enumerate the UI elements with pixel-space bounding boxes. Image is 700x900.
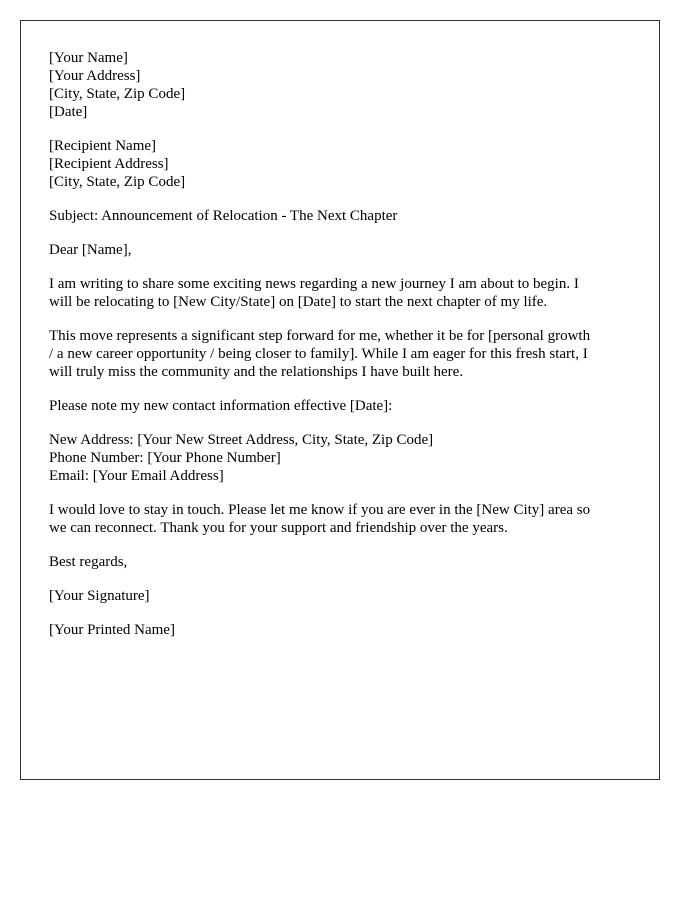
body-paragraph-4-line: I would love to stay in touch. Please let me know if you are ever in the [New City] area so: [49, 502, 591, 518]
recipient-address: [Recipient Address]: [49, 156, 169, 172]
recipient-block: [49, 137, 631, 191]
body-paragraph-2-line: This move represents a significant step forward for me, whether it be for [personal growth: [49, 328, 591, 344]
contact-email: Email: [Your Email Address]: [49, 468, 224, 484]
body-paragraph-2-line: / a new career opportunity / being closer to family]. While I am eager for this fresh start, I: [49, 346, 588, 362]
signature-placeholder: [Your Signature]: [49, 588, 150, 604]
body-paragraph-1-line: will be relocating to [New City/State] on [Date] to start the next chapter of my life.: [49, 294, 548, 310]
letter-page: [20, 20, 660, 780]
sender-city-state-zip: [City, State, Zip Code]: [49, 86, 186, 102]
sender-address: [Your Address]: [49, 68, 141, 84]
body-paragraph-4-line: we can reconnect. Thank you for your support and friendship over the years.: [49, 520, 508, 536]
salutation: Dear [Name],: [49, 242, 132, 258]
subject-line: Subject: Announcement of Relocation - The Next Chapter: [49, 208, 398, 224]
printed-name: [Your Printed Name]: [49, 622, 175, 638]
body-paragraph-2: [49, 327, 631, 381]
sender-name: [Your Name]: [49, 50, 128, 66]
body-paragraph-3: Please note my new contact information effective [Date]:: [49, 398, 393, 414]
closing: Best regards,: [49, 554, 128, 570]
body-paragraph-4: [49, 501, 631, 537]
body-paragraph-1: [49, 275, 631, 311]
letter-date: [Date]: [49, 104, 88, 120]
recipient-city-state-zip: [City, State, Zip Code]: [49, 174, 186, 190]
contact-new-address: New Address: [Your New Street Address, City, State, Zip Code]: [49, 432, 434, 448]
body-paragraph-1-line: I am writing to share some exciting news regarding a new journey I am about to begin. I: [49, 276, 579, 292]
sender-block: [49, 49, 631, 121]
contact-phone: Phone Number: [Your Phone Number]: [49, 450, 281, 466]
recipient-name: [Recipient Name]: [49, 138, 157, 154]
contact-info-block: [49, 431, 631, 485]
body-paragraph-2-line: will truly miss the community and the relationships I have built here.: [49, 364, 464, 380]
